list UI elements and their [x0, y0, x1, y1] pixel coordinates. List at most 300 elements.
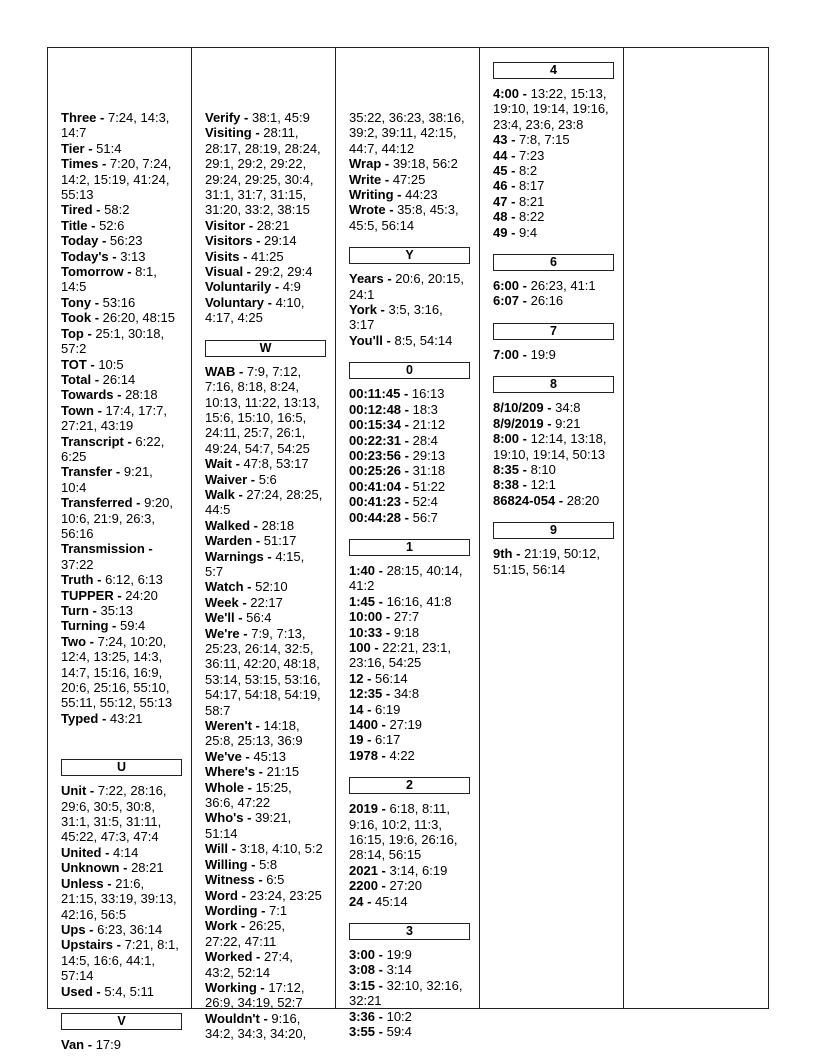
- index-term: Write: [349, 171, 382, 187]
- index-term: 43: [493, 132, 508, 148]
- term-separator: -: [507, 163, 520, 179]
- index-term: Visitors: [205, 233, 253, 249]
- index-term: Wouldn't: [205, 1010, 260, 1026]
- page-line-references: 38:1, 45:9: [251, 110, 310, 125]
- index-term: Unless: [61, 875, 104, 891]
- index-page: [47, 47, 769, 1052]
- index-entry: [349, 110, 467, 156]
- index-entry: [205, 364, 323, 456]
- term-separator: -: [393, 187, 406, 203]
- index-term: Tier: [61, 140, 85, 156]
- index-entry: [61, 403, 179, 434]
- term-separator: -: [88, 603, 101, 618]
- page-line-references: 4:15, 5:7: [205, 548, 305, 579]
- index-term: 12:35: [349, 686, 383, 702]
- term-separator: -: [382, 609, 394, 625]
- index-entry: [205, 264, 323, 279]
- section-header: W: [205, 340, 326, 357]
- index-term: Truth: [61, 572, 94, 588]
- index-term: 12: [349, 670, 364, 686]
- page-line-references: 52:4: [412, 494, 438, 510]
- term-separator: -: [543, 415, 556, 431]
- index-term: 3:00: [349, 947, 376, 963]
- term-separator: -: [254, 872, 267, 888]
- index-term: 8/10/209: [493, 400, 544, 416]
- term-separator: -: [245, 217, 257, 233]
- page-line-references: 28:21: [256, 217, 290, 233]
- term-separator: -: [239, 248, 252, 264]
- term-separator: -: [87, 217, 100, 233]
- index-entry: [349, 748, 467, 763]
- index-entry: [349, 417, 467, 432]
- index-entry: [493, 347, 611, 362]
- index-entry: [61, 588, 179, 603]
- index-term: Working: [205, 979, 257, 995]
- term-separator: -: [103, 875, 116, 891]
- index-term: 10:33: [349, 624, 383, 640]
- term-separator: -: [101, 844, 114, 860]
- term-separator: -: [252, 233, 265, 249]
- page-line-references: 51:17: [263, 533, 297, 549]
- term-separator: -: [96, 110, 108, 125]
- page-line-references: 13:22, 15:13, 19:10, 19:14, 19:16, 23:4, 23:6, 23:8: [493, 86, 609, 132]
- index-term: 00:11:45: [349, 386, 401, 402]
- section-header: 8: [493, 376, 614, 393]
- term-separator: -: [93, 572, 106, 588]
- index-entry: [61, 218, 179, 233]
- term-separator: -: [108, 618, 120, 634]
- term-separator: -: [385, 202, 398, 218]
- page-line-references: 34:8: [393, 686, 420, 702]
- page-line-references: 29:14: [264, 233, 297, 249]
- page-line-references: 6:17: [375, 732, 401, 748]
- page-line-references: 3:13: [120, 248, 146, 264]
- term-separator: -: [86, 356, 99, 372]
- term-separator: -: [401, 509, 413, 525]
- term-separator: -: [263, 548, 276, 564]
- term-separator: -: [92, 202, 105, 218]
- page-line-references: 8:21: [519, 193, 545, 209]
- page-line-references: 10:2: [386, 1008, 412, 1024]
- term-separator: -: [243, 264, 255, 280]
- term-separator: -: [377, 747, 390, 763]
- page-line-references: 47:25: [392, 171, 426, 187]
- page-line-references: 7:8, 7:15: [519, 132, 570, 148]
- index-term: Tomorrow: [61, 264, 124, 280]
- term-separator: -: [113, 937, 125, 953]
- page-line-references: 5:4, 5:11: [104, 983, 154, 999]
- page-line-references: 35:8, 45:3, 45:5, 56:14: [349, 202, 459, 233]
- page-line-references: 8:22: [519, 209, 545, 225]
- index-entry: [493, 148, 611, 163]
- index-term: 45: [493, 163, 508, 179]
- index-entry: [349, 1009, 467, 1024]
- term-separator: -: [382, 624, 394, 640]
- index-term: 8/9/2019: [493, 415, 544, 431]
- index-entry: [349, 510, 467, 525]
- index-term: 24: [349, 893, 364, 909]
- page-line-references: 16:13: [411, 386, 445, 402]
- index-term: 00:25:26: [349, 463, 402, 479]
- page-line-references: 26:16: [530, 293, 564, 309]
- term-separator: -: [241, 748, 254, 764]
- index-entry: [349, 594, 467, 609]
- index-entry: [349, 1024, 467, 1039]
- page-line-references: 35:13: [100, 603, 134, 618]
- term-separator: -: [375, 593, 387, 609]
- index-term: Towards: [61, 387, 114, 403]
- term-separator: -: [247, 856, 260, 872]
- index-entry: [349, 609, 467, 624]
- index-term: 14: [349, 701, 364, 717]
- index-entry: [205, 810, 323, 841]
- term-separator: -: [519, 477, 531, 493]
- term-separator: -: [382, 332, 395, 348]
- page-line-references: 14:18, 25:8, 25:13, 36:9: [205, 718, 303, 749]
- term-separator: -: [401, 401, 413, 417]
- index-term: Warden: [205, 533, 253, 549]
- index-term: Typed: [61, 710, 99, 726]
- index-entry: [349, 172, 467, 187]
- index-term: Tired: [61, 202, 93, 218]
- page-line-references: 52:6: [99, 217, 125, 233]
- index-entry: [61, 357, 179, 372]
- term-separator: -: [519, 278, 531, 294]
- page-line-references: 4:10, 4:17, 4:25: [205, 294, 305, 326]
- term-separator: -: [240, 110, 252, 125]
- index-term: Unknown: [61, 860, 120, 876]
- index-entry: [205, 456, 323, 471]
- page-line-references: 27:20: [389, 878, 423, 894]
- index-term: Worked: [205, 949, 253, 965]
- page-line-references: 3:14: [386, 962, 412, 978]
- term-separator: -: [519, 346, 531, 362]
- index-entry: [349, 386, 467, 401]
- page-line-references: 27:19: [389, 717, 423, 732]
- index-entry: [493, 416, 611, 431]
- page-line-references: 6:22, 6:25: [61, 433, 165, 464]
- page-line-references: 7:21, 8:1, 14:5, 16:6, 44:1, 57:14: [61, 937, 179, 984]
- term-separator: -: [243, 810, 256, 826]
- page-line-references: 8:17: [519, 178, 545, 194]
- term-separator: -: [123, 264, 136, 280]
- page-line-references: 41:25: [251, 248, 284, 264]
- index-term: Three: [61, 110, 97, 125]
- page-line-references: 21:12: [412, 417, 446, 433]
- page-line-references: 7:9, 7:12, 7:16, 8:18, 8:24, 10:13, 11:22, 13:13, 15:6, 15:10, 16:5, 24:11, 25:7, 26:1, 49:24, 54:7, 54:25: [205, 363, 320, 456]
- index-entry: [61, 202, 179, 217]
- index-term: 9th: [493, 546, 513, 562]
- index-entry: [205, 218, 323, 233]
- page-line-references: 53:16: [102, 294, 136, 310]
- index-entry: [61, 264, 179, 295]
- index-term: Week: [205, 594, 239, 610]
- page-line-references: 5:6: [258, 471, 277, 487]
- page-line-references: 43:21: [109, 710, 143, 726]
- index-term: 00:12:48: [349, 401, 402, 417]
- index-entry: [205, 579, 323, 594]
- index-term: Visits: [205, 248, 240, 264]
- index-entry: [493, 178, 611, 193]
- index-term: 48: [493, 209, 508, 225]
- index-term: 10:00: [349, 609, 383, 625]
- term-separator: -: [92, 983, 105, 999]
- index-entry: [349, 333, 467, 348]
- page-line-references: 21:15: [266, 764, 300, 780]
- term-separator: -: [401, 447, 413, 463]
- index-entry: [349, 463, 467, 478]
- page-line-references: 56:14: [375, 670, 408, 686]
- term-separator: -: [239, 625, 252, 641]
- index-term: 100: [349, 639, 371, 655]
- page-line-references: 20:6, 20:15, 24:1: [349, 271, 464, 302]
- index-term: 1:45: [349, 593, 376, 609]
- index-term: 00:23:56: [349, 447, 402, 463]
- index-column-3: [336, 48, 480, 1040]
- index-term: United: [61, 844, 102, 860]
- index-term: Writing: [349, 187, 394, 203]
- term-separator: -: [375, 962, 387, 978]
- index-entry: [61, 295, 179, 310]
- term-separator: -: [363, 732, 376, 748]
- term-separator: -: [375, 1024, 387, 1040]
- index-entry: [205, 780, 323, 811]
- page-line-references: 4:22: [389, 747, 415, 763]
- page-line-references: 19:9: [386, 947, 412, 963]
- index-entry: [493, 278, 611, 293]
- index-term: We'll: [205, 610, 235, 626]
- index-term: 44: [493, 147, 508, 163]
- index-term: Will: [205, 841, 228, 857]
- index-entry: [205, 610, 323, 625]
- page-line-references: 39:18, 56:2: [392, 156, 458, 172]
- term-separator: -: [507, 147, 520, 163]
- index-entry: [493, 431, 611, 462]
- term-separator: -: [251, 718, 264, 734]
- page-line-references: 7:1: [269, 902, 288, 918]
- page-line-references: 7:20, 7:24, 14:2, 15:19, 41:24, 55:13: [61, 156, 172, 203]
- page-line-references: 39:21, 51:14: [205, 810, 292, 841]
- page-line-references: 23:24, 23:25: [249, 887, 322, 903]
- page-line-references: 7:9, 7:13, 25:23, 26:14, 32:5, 36:11, 42:20, 48:18, 53:14, 53:15, 53:16, 54:17, 54:18, 54:19, 58:7: [205, 625, 321, 718]
- index-term: Transcript: [61, 433, 124, 449]
- index-term: Today: [61, 233, 99, 249]
- term-separator: -: [375, 947, 387, 963]
- index-term: 1:40: [349, 562, 376, 578]
- index-entry: [205, 841, 323, 856]
- index-entry: [349, 448, 467, 463]
- term-separator: -: [401, 463, 413, 479]
- index-term: Top: [61, 325, 84, 341]
- page-line-references: 45:14: [375, 893, 408, 909]
- term-separator: -: [507, 224, 520, 240]
- index-term: Wrap: [349, 156, 382, 172]
- term-separator: -: [264, 294, 276, 310]
- index-term: 46: [493, 178, 508, 194]
- term-separator: -: [512, 546, 525, 562]
- page-line-references: 4:9: [282, 279, 301, 295]
- index-entry: [61, 326, 179, 357]
- page-line-references: 28:18: [125, 387, 158, 403]
- index-term: 8:00: [493, 431, 520, 447]
- term-separator: -: [237, 918, 249, 934]
- index-term: 3:15: [349, 977, 376, 993]
- page-line-references: 35:22, 36:23, 38:16, 39:2, 39:11, 42:15, 44:7, 44:12: [349, 110, 465, 156]
- index-entry: [61, 603, 179, 618]
- page-line-references: 29:13: [412, 447, 446, 463]
- term-separator: -: [144, 541, 153, 557]
- term-separator: -: [400, 386, 412, 402]
- term-separator: -: [255, 764, 267, 780]
- index-term: 00:44:28: [349, 509, 402, 525]
- index-entry: [349, 433, 467, 448]
- term-separator: -: [555, 492, 567, 508]
- index-term: TOT: [61, 356, 87, 372]
- index-term: Verify: [205, 110, 241, 125]
- page-line-references: 6:23, 36:14: [97, 921, 163, 937]
- page-line-references: 26:25, 27:22, 47:11: [205, 918, 285, 949]
- page-line-references: 59:4: [386, 1024, 412, 1040]
- page-line-references: 22:21, 23:1, 23:16, 54:25: [349, 639, 451, 671]
- index-entry: [61, 495, 179, 541]
- index-entry: [61, 141, 179, 156]
- term-separator: -: [112, 464, 124, 480]
- page-line-references: 22:17: [250, 594, 283, 610]
- page-line-references: 29:2, 29:4: [254, 264, 313, 280]
- index-entry: [61, 618, 179, 633]
- index-term: 1978: [349, 747, 378, 763]
- index-entry: [61, 572, 179, 587]
- index-entry: [349, 187, 467, 202]
- index-entry: [61, 387, 179, 402]
- term-separator: -: [108, 248, 121, 264]
- page-line-references: 15:25, 36:6, 47:22: [205, 779, 292, 811]
- index-entry: [205, 764, 323, 779]
- index-term: Upstairs: [61, 937, 114, 953]
- page-line-references: 28:15, 40:14, 41:2: [349, 562, 463, 594]
- page-line-references: 3:14, 6:19: [389, 862, 448, 878]
- section-header: 2: [349, 777, 470, 794]
- index-term: Transfer: [61, 464, 113, 480]
- index-term: Walk: [205, 486, 235, 502]
- index-column-4: [480, 48, 624, 1008]
- page-line-references: 52:10: [255, 579, 288, 595]
- index-entry: [349, 878, 467, 893]
- section-header: 0: [349, 362, 470, 379]
- page-line-references: 58:2: [104, 202, 130, 218]
- page-line-references: 27:24, 28:25, 44:5: [205, 486, 323, 518]
- index-term: Watch: [205, 579, 244, 595]
- term-separator: -: [84, 140, 97, 156]
- index-entry: [61, 464, 179, 495]
- index-term: Wrote: [349, 202, 386, 218]
- index-entry: [61, 110, 179, 141]
- index-entry: [205, 233, 323, 248]
- index-entry: [205, 749, 323, 764]
- page-line-references: 7:24, 10:20, 12:4, 13:25, 14:3, 14:7, 15:16, 16:9, 20:6, 25:16, 55:10, 55:11, 55:12, 55:13: [61, 633, 173, 711]
- index-entry: [205, 125, 323, 217]
- index-entry: [61, 860, 179, 875]
- page-line-references: 8:2: [519, 163, 538, 179]
- index-entry: [349, 801, 467, 863]
- index-term: Van: [61, 1036, 85, 1052]
- index-entry: [205, 472, 323, 487]
- term-separator: -: [86, 783, 98, 799]
- index-term: Used: [61, 983, 93, 999]
- index-term: 00:22:31: [349, 432, 402, 448]
- term-separator: -: [238, 594, 251, 610]
- term-separator: -: [91, 371, 103, 387]
- index-term: 8:38: [493, 477, 520, 493]
- term-separator: -: [543, 400, 556, 416]
- index-term: 00:41:23: [349, 494, 402, 510]
- term-separator: -: [519, 86, 531, 101]
- index-term: Took: [61, 310, 92, 326]
- index-entry: [349, 962, 467, 977]
- section-header: 3: [349, 923, 470, 940]
- index-term: Where's: [205, 764, 256, 780]
- index-term: 49: [493, 224, 508, 240]
- page-line-references: 37:22: [61, 556, 94, 572]
- term-separator: -: [252, 533, 264, 549]
- page-line-references: 25:1, 30:18, 57:2: [61, 325, 165, 357]
- index-column-1: [48, 48, 192, 1052]
- index-entry: [349, 732, 467, 747]
- term-separator: -: [375, 977, 387, 993]
- page-line-references: 9:20, 10:6, 21:9, 26:3, 56:16: [61, 495, 174, 541]
- page-line-references: 28:18: [261, 517, 295, 533]
- index-term: 8:35: [493, 461, 520, 477]
- index-term: 00:41:04: [349, 478, 402, 494]
- index-entry: [349, 479, 467, 494]
- term-separator: -: [377, 801, 390, 817]
- index-entry: [349, 717, 467, 732]
- index-term: 3:55: [349, 1024, 376, 1040]
- term-separator: -: [377, 717, 390, 732]
- index-term: 1400: [349, 717, 378, 732]
- index-term: Total: [61, 371, 92, 387]
- page-line-references: 6:12, 6:13: [105, 572, 163, 588]
- page-line-references: 26:23, 41:1: [530, 278, 596, 294]
- section-header: V: [61, 1013, 182, 1030]
- term-separator: -: [251, 125, 264, 141]
- index-term: 6:00: [493, 278, 520, 294]
- index-entry: [493, 293, 611, 308]
- index-term: 86824-054: [493, 492, 556, 508]
- page-line-references: 17:12, 26:9, 34:19, 52:7: [205, 979, 305, 1011]
- index-entry: [349, 702, 467, 717]
- index-entry: [493, 400, 611, 415]
- index-term: Voluntary: [205, 294, 264, 310]
- section-header: 6: [493, 254, 614, 271]
- index-column-2: [192, 48, 336, 1042]
- page-line-references: 51:4: [96, 140, 122, 156]
- term-separator: -: [91, 310, 103, 326]
- page-line-references: 18:3: [412, 401, 438, 417]
- index-entry: [205, 980, 323, 1011]
- term-separator: -: [519, 431, 531, 447]
- index-term: Times: [61, 156, 99, 172]
- index-entry: [205, 903, 323, 918]
- page-line-references: 3:5, 3:16, 3:17: [349, 302, 443, 333]
- index-term: Voluntarily: [205, 279, 272, 295]
- index-entry: [61, 937, 179, 983]
- index-term: WAB: [205, 363, 236, 379]
- page-line-references: 10:5: [98, 356, 124, 372]
- index-term: 2021: [349, 862, 378, 878]
- index-entry: [205, 1011, 323, 1042]
- index-entry: [61, 541, 179, 572]
